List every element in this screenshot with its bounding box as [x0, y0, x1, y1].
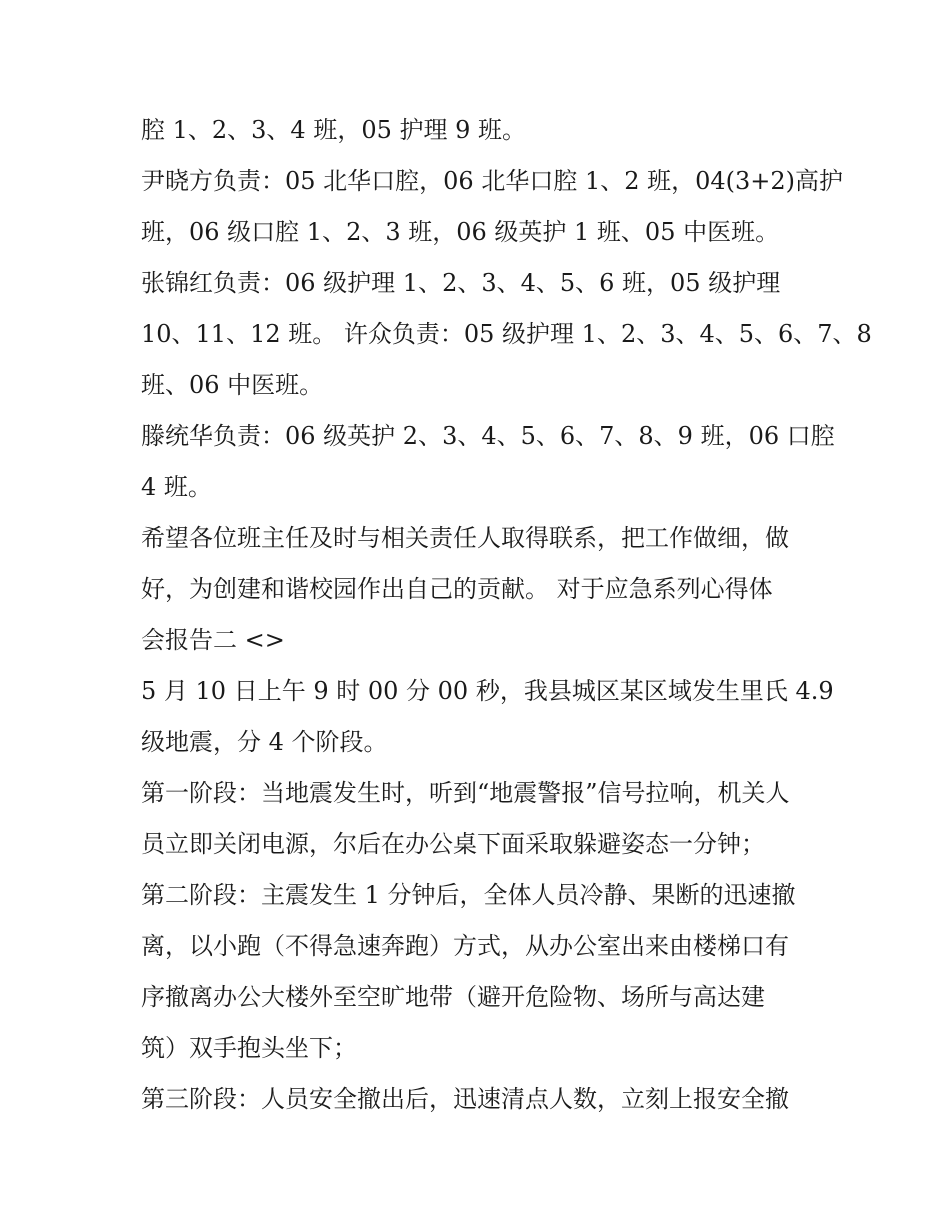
text-line: 班，06 级口腔 1、2、3 班，06 级英护 1 班、05 中医班。 [141, 218, 780, 246]
text-line: 会报告二 <> [141, 626, 285, 654]
text-line: 离，以小跑（不得急速奔跑）方式，从办公室出来由楼梯口有 [141, 932, 789, 960]
text-line: 第三阶段：人员安全撤出后，迅速清点人数，立刻上报安全撤 [141, 1085, 789, 1113]
text-line: 好，为创建和谐校园作出自己的贡献。 对于应急系列心得体 [141, 575, 773, 603]
text-line: 级地震，分 4 个阶段。 [141, 728, 388, 756]
text-line: 员立即关闭电源，尔后在办公桌下面采取躲避姿态一分钟； [141, 830, 765, 858]
text-line: 序撤离办公大楼外至空旷地带（避开危险物、场所与高达建 [141, 983, 765, 1011]
text-line: 腔 1、2、3、4 班，05 护理 9 班。 [141, 116, 527, 144]
text-line: 筑）双手抱头坐下； [141, 1034, 357, 1062]
text-line: 5 月 10 日上午 9 时 00 分 00 秒，我县城区某区域发生里氏 4.9 [141, 677, 834, 705]
text-line: 希望各位班主任及时与相关责任人取得联系，把工作做细，做 [141, 524, 789, 552]
text-line: 第二阶段：主震发生 1 分钟后，全体人员冷静、果断的迅速撤 [141, 881, 796, 909]
text-line: 滕统华负责：06 级英护 2、3、4、5、6、7、8、9 班，06 口腔 [141, 422, 835, 450]
text-line: 班、06 中医班。 [141, 371, 324, 399]
text-line: 第一阶段：当地震发生时，听到“地震警报”信号拉响，机关人 [141, 779, 790, 807]
text-line: 4 班。 [141, 473, 212, 501]
text-line: 尹晓方负责：05 北华口腔，06 北华口腔 1、2 班，04(3+2)高护 [141, 167, 844, 195]
text-line: 张锦红负责：06 级护理 1、2、3、4、5、6 班，05 级护理 [141, 269, 781, 297]
text-line: 10、11、12 班。 许众负责：05 级护理 1、2、3、4、5、6、7、8 [141, 320, 872, 348]
